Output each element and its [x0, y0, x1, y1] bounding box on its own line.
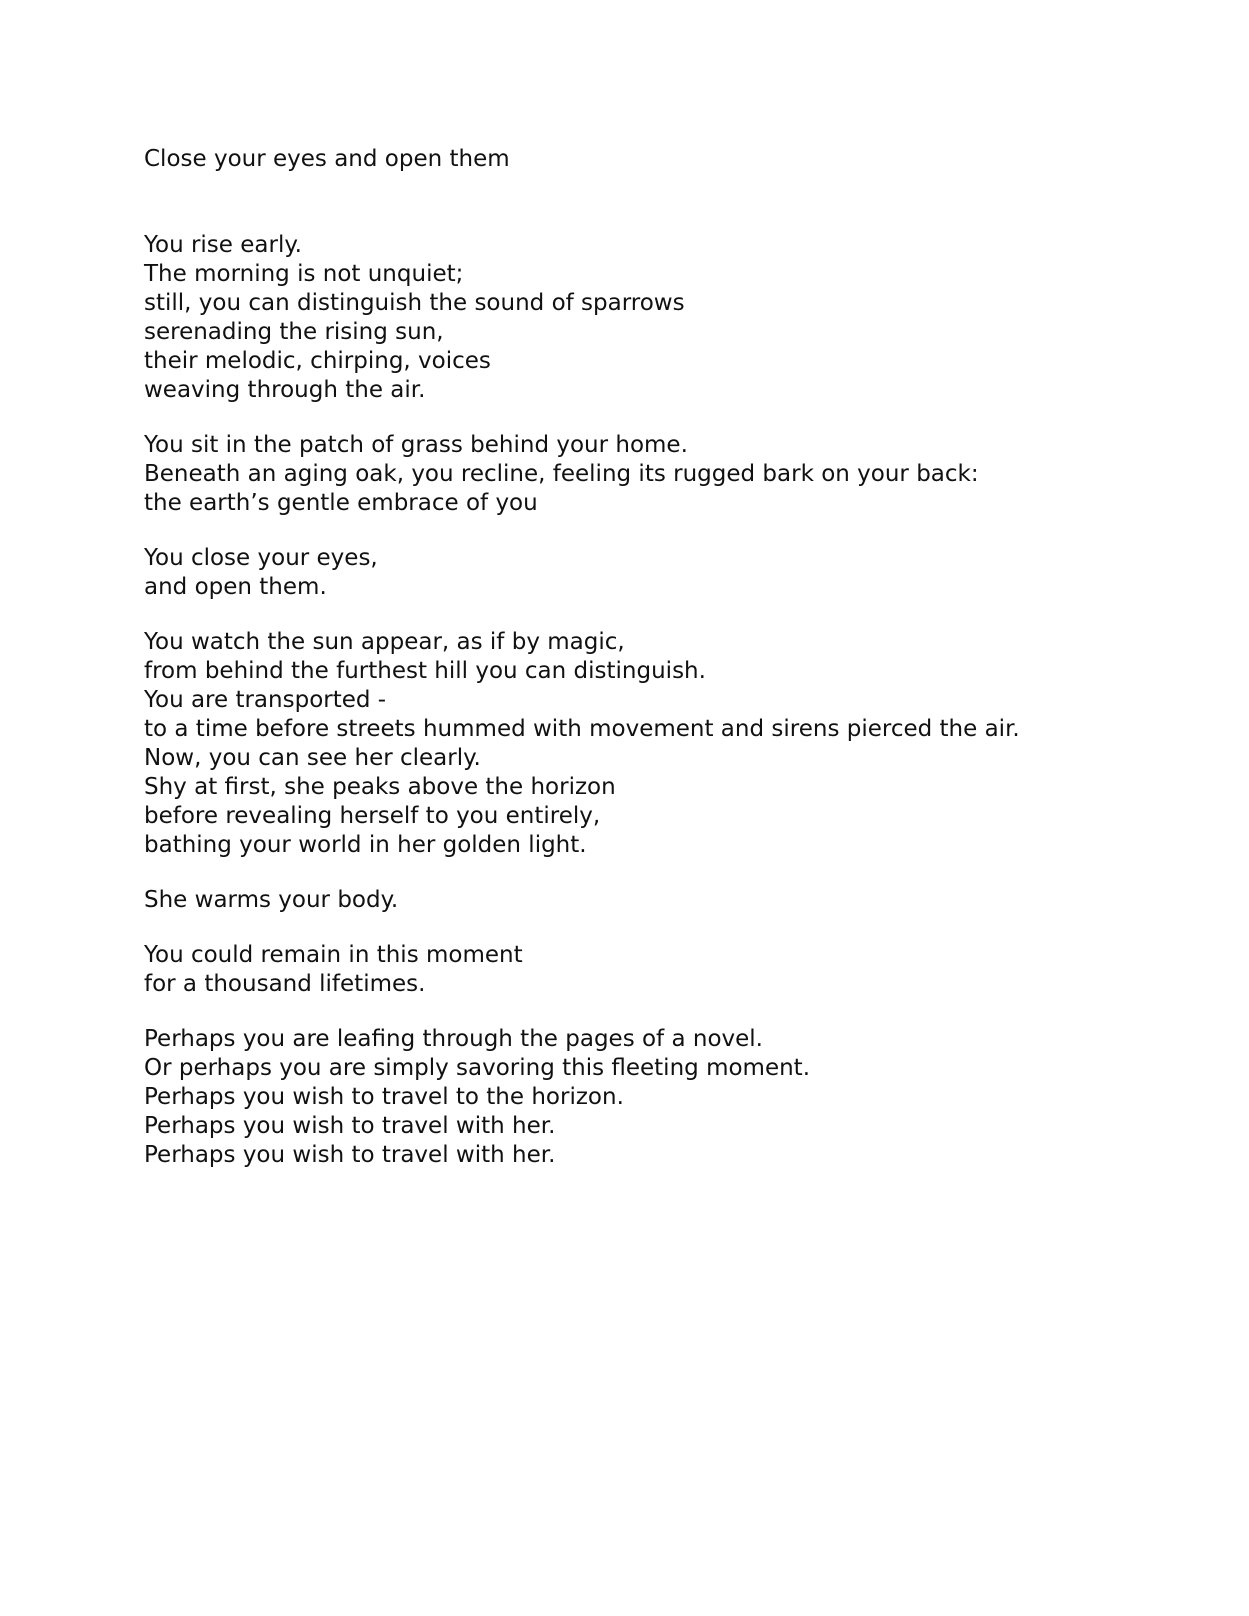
stanza-7	[144, 1025, 1204, 1170]
poem-title: Close your eyes and open them	[144, 146, 510, 172]
poem-line: Now, you can see her clearly.	[144, 745, 481, 771]
stanza-6	[144, 941, 1204, 999]
poem-line: You could remain in this moment	[144, 942, 523, 968]
poem-line: before revealing herself to you entirely,	[144, 803, 601, 829]
poem-line: The morning is not unquiet;	[144, 261, 464, 287]
poem-line: Perhaps you are leafing through the pages of a novel.	[144, 1026, 763, 1052]
poem-line: weaving through the air.	[144, 377, 426, 403]
poem-line: You watch the sun appear, as if by magic,	[144, 629, 625, 655]
poem-line: from behind the furthest hill you can distinguish.	[144, 658, 706, 684]
poem-line: Beneath an aging oak, you recline, feeling its rugged bark on your back:	[144, 461, 979, 487]
poem-line: bathing your world in her golden light.	[144, 832, 587, 858]
poem-line: for a thousand lifetimes.	[144, 971, 426, 997]
stanza-5	[144, 886, 1204, 915]
stanza-1	[144, 231, 1204, 405]
poem-line: You are transported -	[144, 687, 387, 713]
poem-line: still, you can distinguish the sound of sparrows	[144, 290, 685, 316]
poem-line: Shy at first, she peaks above the horizon	[144, 774, 616, 800]
poem-line: You sit in the patch of grass behind your home.	[144, 432, 688, 458]
stanza-3	[144, 544, 1204, 602]
stanza-4	[144, 628, 1204, 860]
poem-line: You rise early.	[144, 232, 302, 258]
poem-line: Perhaps you wish to travel with her.	[144, 1113, 556, 1139]
poem-line: serenading the rising sun,	[144, 319, 444, 345]
poem-line: to a time before streets hummed with movement and sirens pierced the air.	[144, 716, 1020, 742]
poem-line: You close your eyes,	[144, 545, 378, 571]
poem-line: Or perhaps you are simply savoring this fleeting moment.	[144, 1055, 811, 1081]
poem-body	[144, 231, 1204, 1196]
poem-line: their melodic, chirping, voices	[144, 348, 491, 374]
poem-line: Perhaps you wish to travel with her.	[144, 1142, 556, 1168]
poem-line: She warms your body.	[144, 887, 399, 913]
poem-line: Perhaps you wish to travel to the horizon.	[144, 1084, 624, 1110]
poem-line: and open them.	[144, 574, 327, 600]
poem-line: the earth’s gentle embrace of you	[144, 490, 538, 516]
stanza-2	[144, 431, 1204, 518]
